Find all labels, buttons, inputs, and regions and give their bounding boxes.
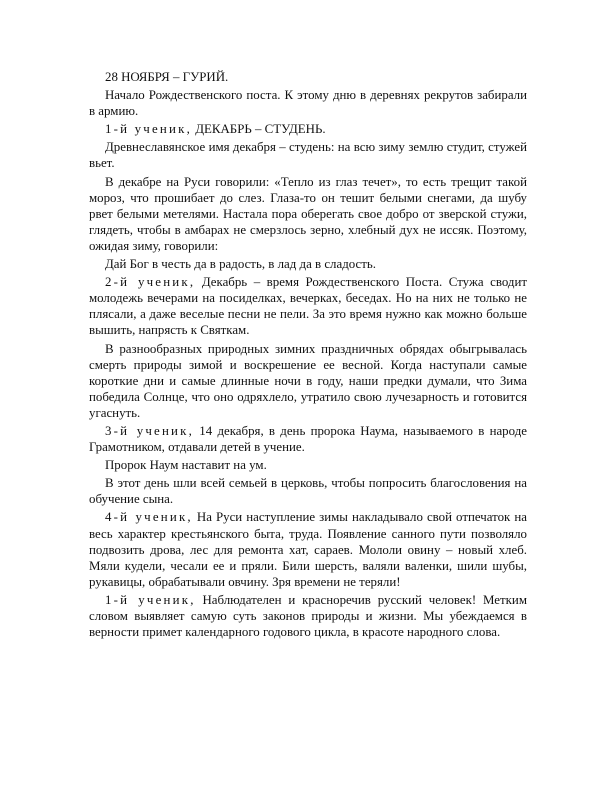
paragraph: В разнообразных природных зимних праздничных обрядах обыгрывалась смерть природы зимой и воскрешение ее весной. Когда наступали самые короткие дни и самые длинные ночи в году, наши предки думали, что Зима победила Солнце, что оно одряхлело, утратило свою лучезарность и готовится угаснуть. xyxy=(89,341,527,420)
speaker-line xyxy=(89,592,527,640)
speaker-label: 1-й ученик, xyxy=(105,122,192,137)
paragraph: В декабре на Руси говорили: «Тепло из глаз течет», то есть трещит такой мороз, что прошибает до слез. Глаза-то он тешит белыми снегами, да шубу рвет белыми метелями. Настала пора оберегать свое добро от зверской стужи, глядеть, чтобы в амбарах не смерзлось зерно, хлебный дух не иссяк. Поэтому, ожидая зиму, говорили: xyxy=(89,174,527,253)
speaker-text: 14 декабря, в день пророка Наума, называемого в народе Грамотником, отдавали детей в учение. xyxy=(89,423,527,455)
speaker-text: На Руси наступление зимы накладывало свой отпечаток на весь характер крестьянского быта, труда. Появление санного пути позволяло подвозить дрова, лес для ремонта хат, сараев. Мололи овину – новый хлеб. Мяли кудели, чесали ее и пряли. Били шерсть, валяли валенки, шили шубы, рукавицы, обрабатывали овчину. Зря времени не теряли! xyxy=(89,510,527,589)
speaker-line xyxy=(89,423,527,455)
speaker-text: Декабрь – время Рождественского Поста. Стужа сводит молодежь вечерами на посиделках, вечерках, беседах. Но на них не только не плясали, а даже веселые песни не пели. За это время нужно как можно больше вышить, напрясть к Святкам. xyxy=(89,275,527,338)
speaker-label: 4-й ученик, xyxy=(105,510,193,525)
speaker-label: 1-й ученик, xyxy=(105,592,196,607)
paragraph: В этот день шли всей семьей в церковь, чтобы попросить благословения на обучение сына. xyxy=(89,476,527,507)
saying: Пророк Наум наставит на ум. xyxy=(105,458,267,473)
saying: Дай Бог в честь да в радость, в лад да в сладость. xyxy=(105,257,376,272)
paragraph: Начало Рождественского поста. К этому дню в деревнях рекрутов забирали в армию. xyxy=(89,88,527,119)
speaker-label: 3-й ученик, xyxy=(105,423,195,438)
heading: 28 НОЯБРЯ – ГУРИЙ. xyxy=(105,70,229,84)
document-body xyxy=(89,69,527,642)
paragraph: Древнеславянское имя декабря – студень: на всю зиму землю студит, стужей вьет. xyxy=(89,140,527,171)
speaker-line xyxy=(89,509,527,589)
speaker-line xyxy=(89,121,527,137)
speaker-label: 2-й ученик, xyxy=(105,275,196,290)
speaker-text: Наблюдателен и красноречив русский человек! Метким словом выявляет самую суть законов природы и жизни. Мы убеждаемся в верности примет календарного годового цикла, в красоте народного слова. xyxy=(89,592,527,640)
speaker-text: ДЕКАБРЬ – СТУДЕНЬ. xyxy=(195,122,326,137)
speaker-line xyxy=(89,274,527,338)
